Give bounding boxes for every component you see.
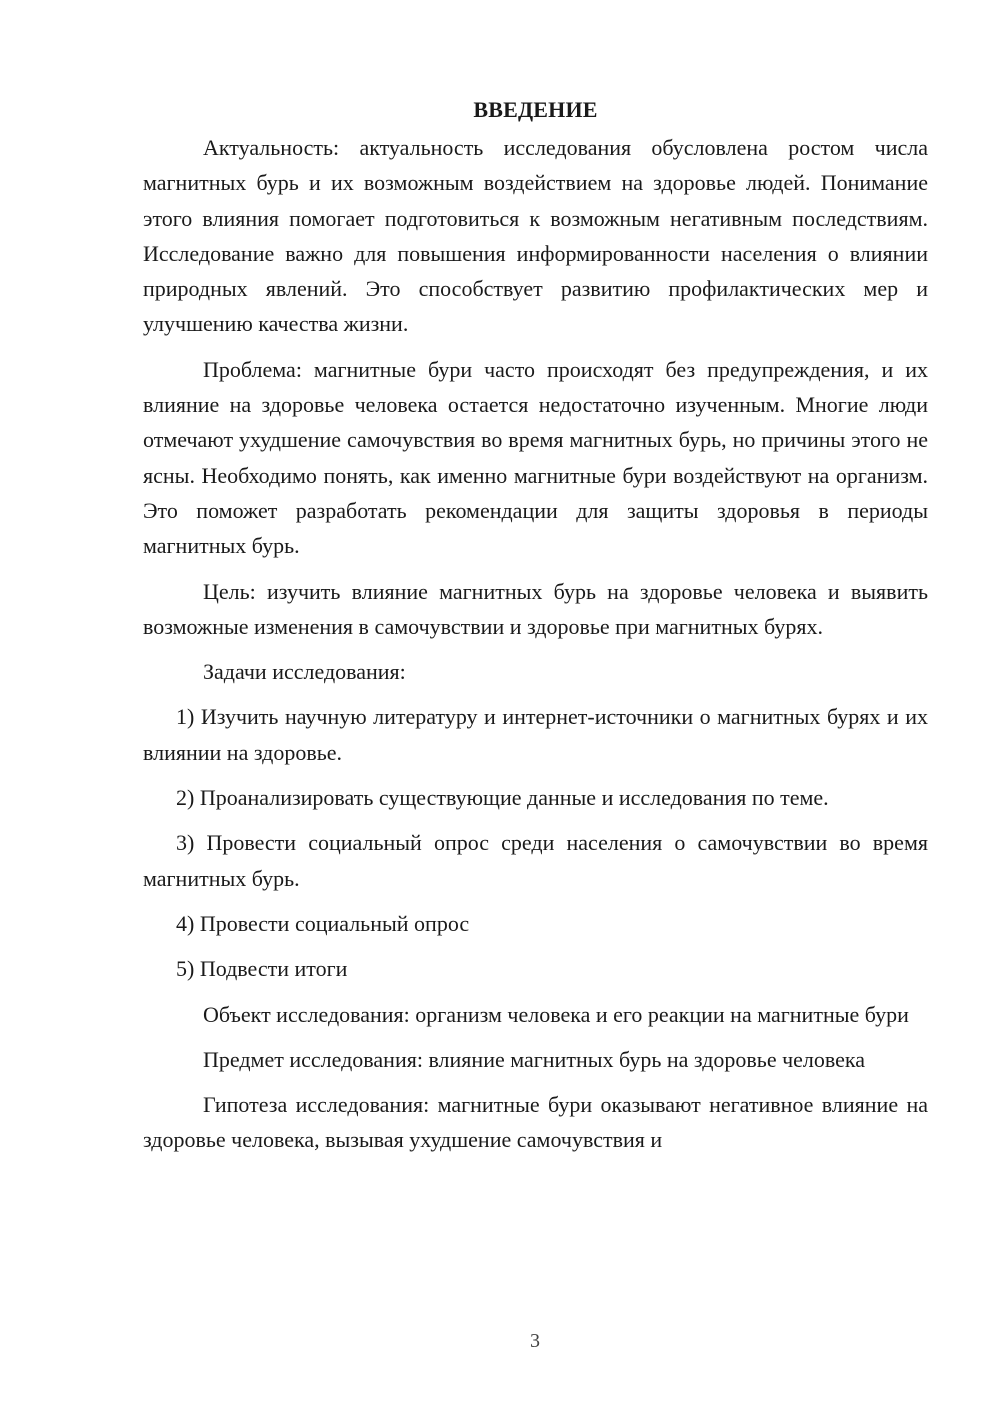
paragraph-relevance: Актуальность: актуальность исследования обусловлена ростом числа магнитных бурь и их возможным воздействием на здоровье людей. Понимание этого влияния помогает подготовиться к возможным негативным последствиям. Исследование важно для повышения информированности населения о влиянии природных явлений. Это способствует развитию профилактических мер и улучшению качества жизни. xyxy=(143,135,928,337)
paragraph-hypothesis: Гипотеза исследования: магнитные бури оказывают негативное влияние на здоровье человека, вызывая ухудшение самочувствия и xyxy=(143,1092,928,1153)
page-number: 3 xyxy=(530,1330,540,1352)
paragraph-object: Объект исследования: организм человека и его реакции на магнитные бури xyxy=(203,1001,909,1027)
paragraph-goal: Цель: изучить влияние магнитных бурь на здоровье человека и выявить возможные изменения в самочувствии и здоровье при магнитных бурях. xyxy=(143,578,928,639)
paragraph-subject: Предмет исследования: влияние магнитных бурь на здоровье человека xyxy=(203,1046,866,1072)
task-item: 5) Подвести итоги xyxy=(176,956,348,982)
section-title: ВВЕДЕНИЕ xyxy=(473,97,598,122)
paragraph-tasks-heading: Задачи исследования: xyxy=(203,659,406,685)
task-item: 4) Провести социальный опрос xyxy=(176,910,470,936)
task-item: 1) Изучить научную литературу и интернет-источники о магнитных бурях и их влиянии на здоровье. xyxy=(143,704,928,765)
task-item: 2) Проанализировать существующие данные и исследования по теме. xyxy=(176,785,829,811)
paragraph-problem: Проблема: магнитные бури часто происходят без предупреждения, и их влияние на здоровье человека остается недостаточно изученным. Многие люди отмечают ухудшение самочувствия во время магнитных бурь, но причины этого не ясны. Необходимо понять, как именно магнитные бури воздействуют на организм. Это поможет разработать рекомендации для защиты здоровья в периоды магнитных бурь. xyxy=(143,356,928,559)
task-item: 3) Провести социальный опрос среди населения о самочувствии во время магнитных бурь. xyxy=(143,830,928,891)
page-content xyxy=(143,96,928,1168)
